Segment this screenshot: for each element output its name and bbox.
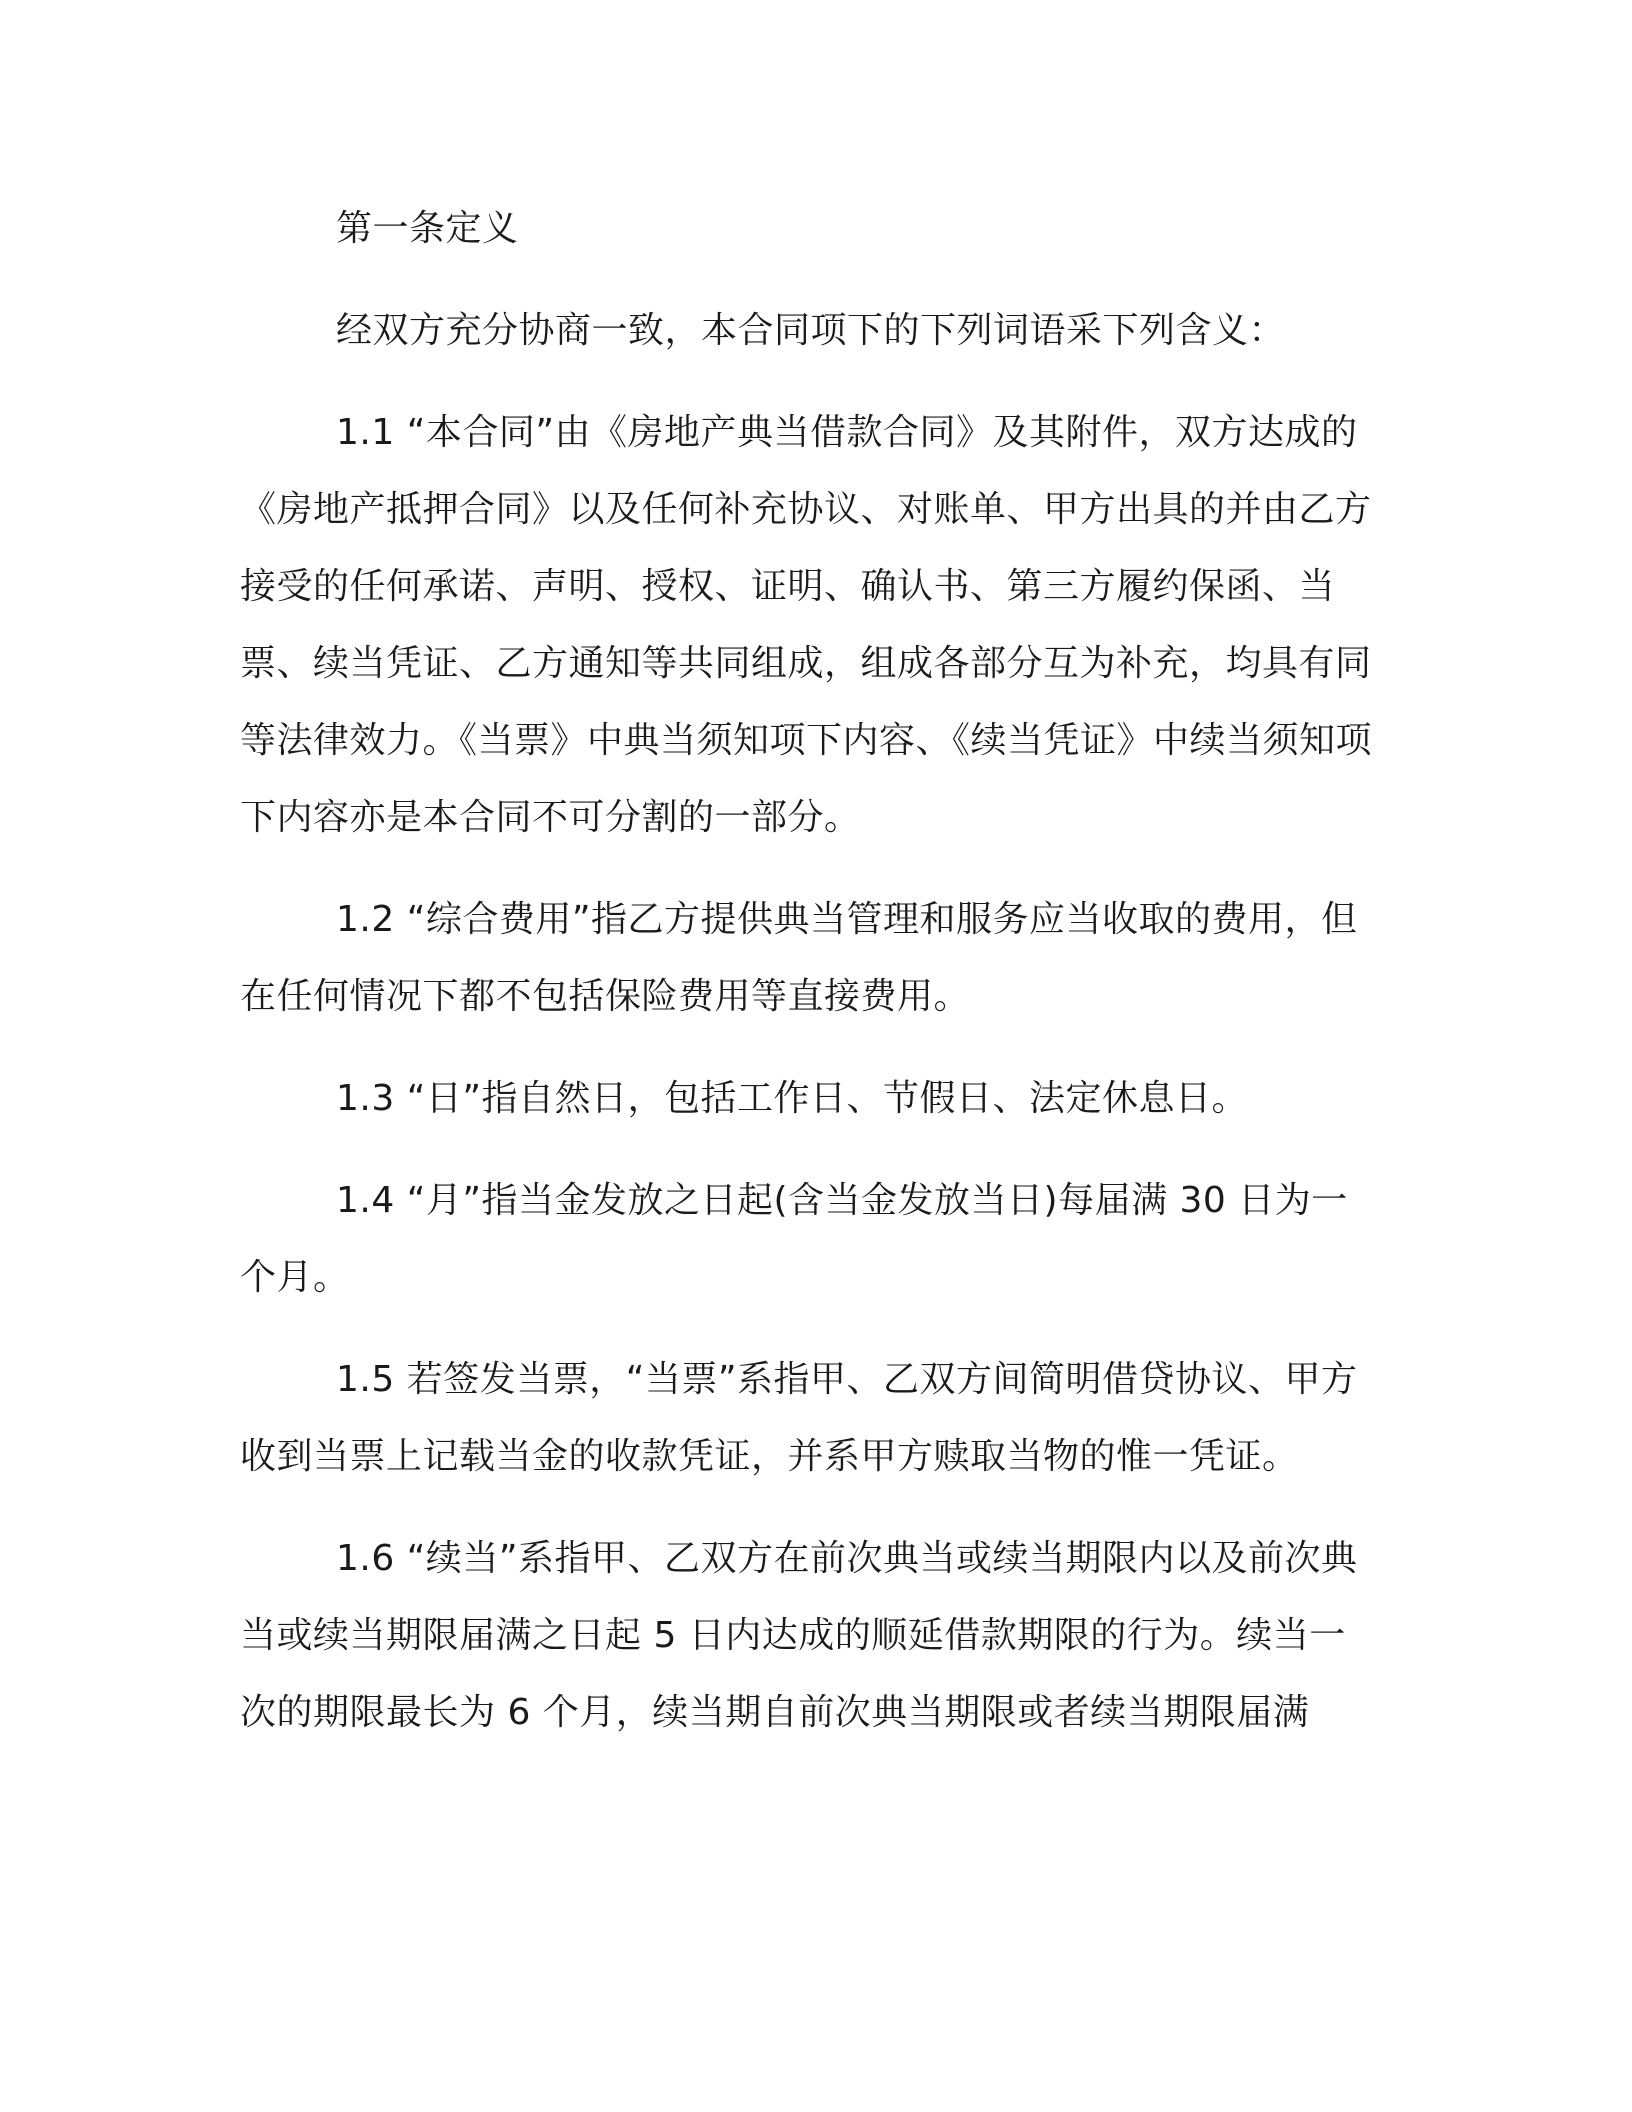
clause-1-3: 1.3 “日”指自然日，包括工作日、节假日、法定休息日。 [336, 1078, 1248, 1119]
document-body [240, 190, 1382, 1751]
intro-paragraph: 经双方充分协商一致，本合同项下的下列词语采下列含义： [336, 310, 1286, 351]
clause-1-6: 1.6 “续当”系指甲、乙双方在前次典当或续当期限内以及前次典当或续当期限届满之日起 5 日内达成的顺延借款期限的行为。续当一次的期限最长为 6 个月，续当期自前次典当期限或者续当期限届满 [240, 1538, 1358, 1733]
clause-1-5: 1.5 若签发当票，“当票”系指甲、乙双方间简明借贷协议、甲方收到当票上记载当金的收款凭证，并系甲方赎取当物的惟一凭证。 [240, 1359, 1358, 1477]
clause-1-4: 1.4 “月”指当金发放之日起(含当金发放当日)每届满 30 日为一个月。 [240, 1180, 1348, 1298]
clause-1-2: 1.2 “综合费用”指乙方提供典当管理和服务应当收取的费用，但在任何情况下都不包括保险费用等直接费用。 [240, 899, 1358, 1017]
section-heading: 第一条定义 [336, 208, 519, 249]
clause-1-1: 1.1 “本合同”由《房地产典当借款合同》及其附件，双方达成的《房地产抵押合同》以及任何补充协议、对账单、甲方出具的并由乙方接受的任何承诺、声明、授权、证明、确认书、第三方履约保函、当票、续当凭证、乙方通知等共同组成，组成各部分互为补充，均具有同等法律效力。《当票》中典当须知项下内容、《续当凭证》中续当须知项下内容亦是本合同不可分割的一部分。 [240, 412, 1373, 838]
